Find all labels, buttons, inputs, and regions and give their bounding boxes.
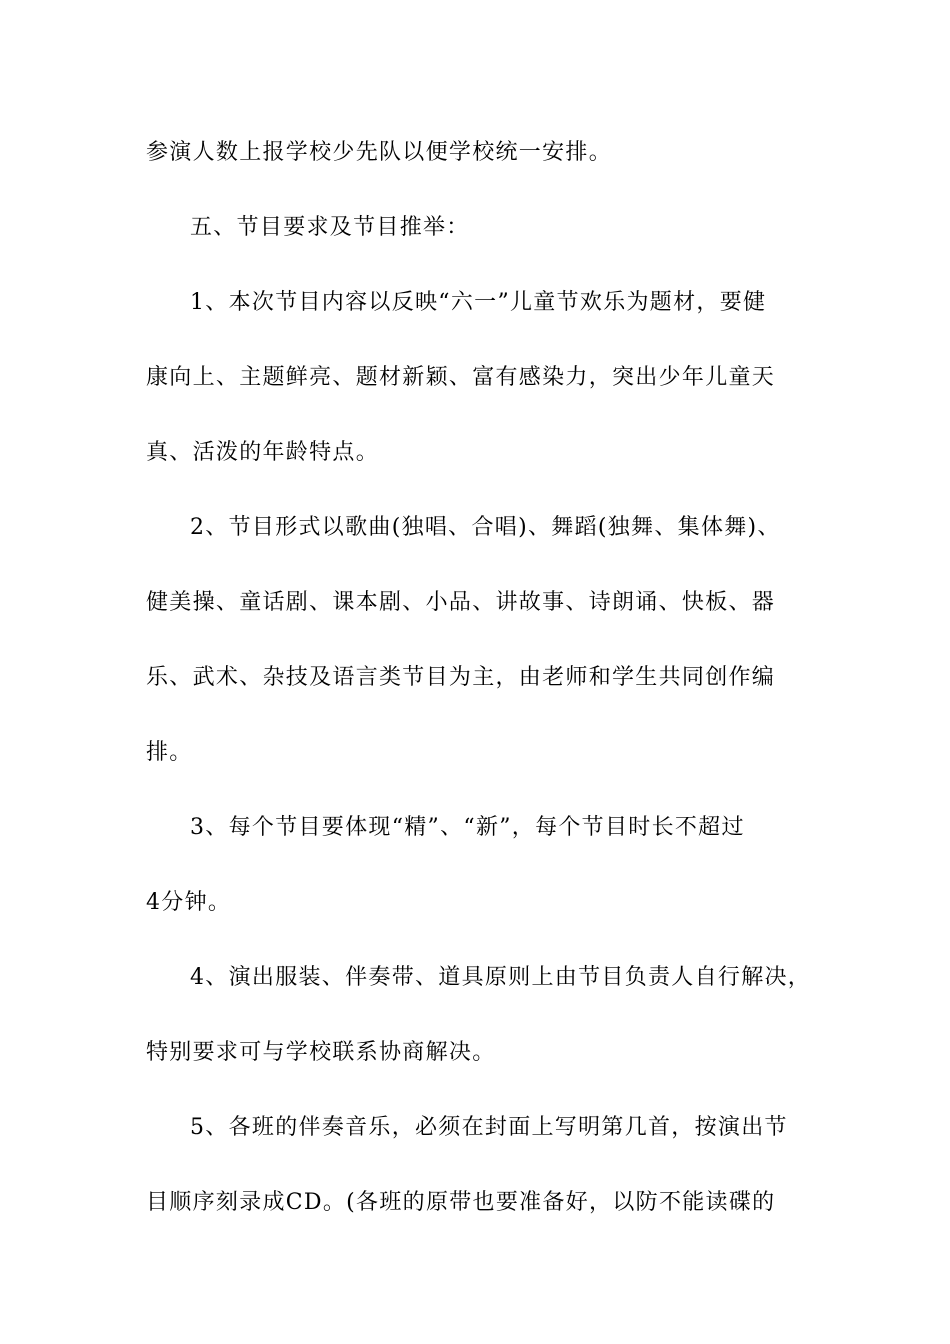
text-line: 乐、武术、杂技及语言类节目为主，由老师和学生共同创作编	[146, 665, 776, 690]
text-line: 参演人数上报学校少先队以便学校统一安排。	[146, 140, 613, 165]
text-line: 4、演出服装、伴奏带、道具原则上由节目负责人自行解决，	[190, 965, 812, 990]
text-line: 3、每个节目要体现“精”、“新”，每个节目时长不超过	[190, 815, 745, 840]
text-line: 4分钟。	[146, 890, 232, 915]
text-line: 特别要求可与学校联系协商解决。	[146, 1040, 496, 1065]
text-line: 目顺序刻录成CD。(各班的原带也要准备好，以防不能读碟的	[146, 1190, 776, 1215]
text-line: 真、活泼的年龄特点。	[146, 440, 380, 465]
text-line: 健美操、童话剧、课本剧、小品、讲故事、诗朗诵、快板、器	[146, 590, 776, 615]
text-line: 排。	[146, 740, 193, 765]
text-line: 康向上、主题鲜亮、题材新颖、富有感染力，突出少年儿童天	[146, 365, 776, 390]
text-line: 1、本次节目内容以反映“六一”儿童节欢乐为题材，要健	[190, 290, 767, 315]
text-line: 5、各班的伴奏音乐，必须在封面上写明第几首，按演出节	[190, 1115, 788, 1140]
section-heading: 五、节目要求及节目推举：	[190, 215, 470, 240]
text-line: 2、节目形式以歌曲(独唱、合唱)、舞蹈(独舞、集体舞)、	[190, 515, 781, 540]
